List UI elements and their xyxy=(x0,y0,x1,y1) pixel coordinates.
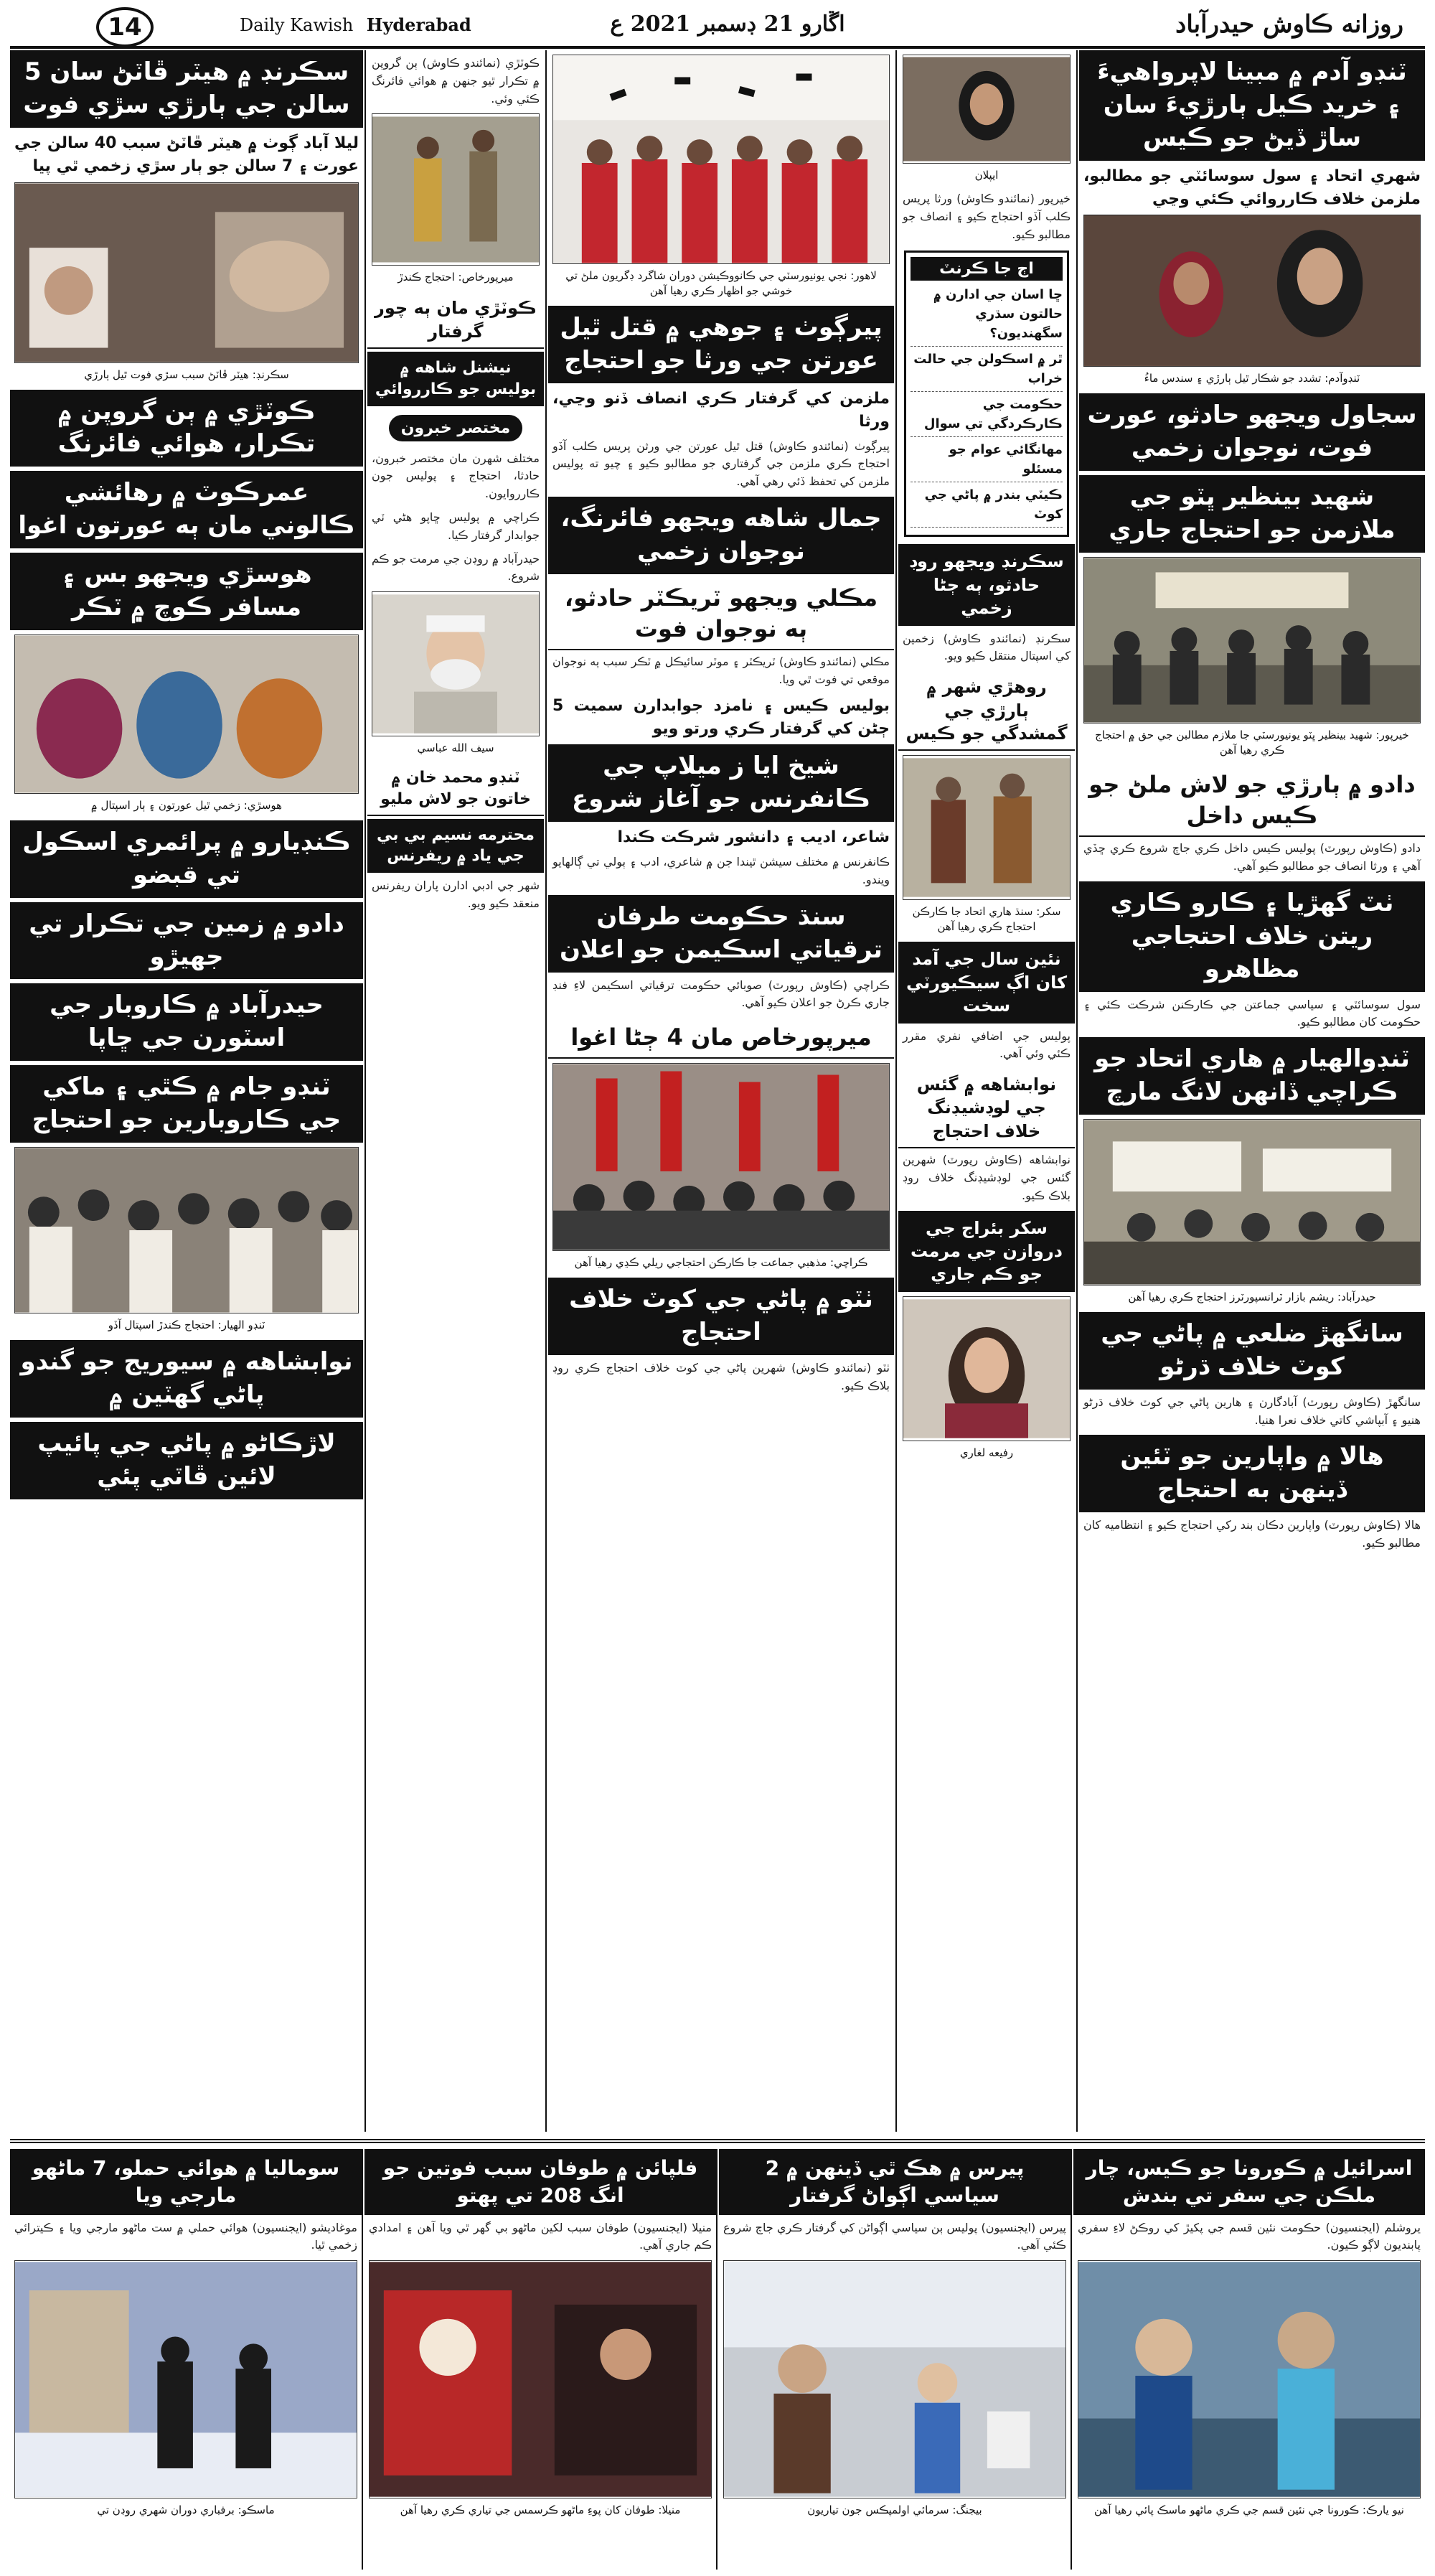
news-photo xyxy=(1083,215,1421,367)
photo-caption: ڪراچي: مذهبي جماعت جا ڪارڪن احتجاجي ريلي ڪڍي رهيا آهن xyxy=(574,1256,868,1270)
subheadline: بوليس ڪيس ۽ نامزد جوابدارن سميت 5 ڄڻن کي گرفتار ڪري ورتو ويو xyxy=(552,696,890,738)
headline: ٽنڊو جام ۾ ڪٿي ۽ ماکي جي ڪاروبارين جو احتجاج xyxy=(10,1065,363,1143)
news-photo xyxy=(552,55,890,264)
photo-burned-child xyxy=(15,183,358,362)
column-divider xyxy=(545,50,547,2132)
headline: محترمه نسيم بي بي جي ياد ۾ ريفرنس xyxy=(367,819,544,873)
photo-mother-child xyxy=(1084,215,1420,366)
headline: سانگهڙ ضلعي ۾ پاڻي جي کوٽ خلاف ڌرڻو xyxy=(1079,1312,1425,1390)
headline: هالا ۾ واپارين جو ٽئين ڏينهن به احتجاج xyxy=(1079,1435,1425,1512)
headline: نوابشاهه ۾ سيوريج جو گندو پاڻي گهٽين ۾ xyxy=(10,1340,363,1418)
column-right xyxy=(1079,50,1425,2132)
photo-mall-visitors xyxy=(724,2261,1065,2498)
article-body: منيلا (ايجنسيون) طوفان سبب لکين ماڻهو بي گهر ٿي ويا آهن ۽ امدادي ڪم جاري آهي. xyxy=(369,2220,712,2252)
news-photo xyxy=(552,1063,890,1251)
news-photo xyxy=(1083,557,1421,723)
opinion-box xyxy=(904,250,1069,537)
masthead xyxy=(10,4,1425,49)
column-center-left xyxy=(367,50,544,2132)
box-item: ڇا اسان جي ادارن ۾ حالتون سڌري سگهنديون؟ xyxy=(911,285,1063,347)
headline: سڪرنڊ ۾ هيٽر ڦاٽڻ سان 5 سالن جي ٻارڙي سڙي فوت xyxy=(10,50,363,128)
article-body: موغاديشو (ايجنسيون) هوائي حملي ۾ ست ماڻهو مارجي ويا ۽ ڪيترائي زخمي ٿيا. xyxy=(14,2220,357,2252)
subheadline: ليلا آباد ڳوٺ ۾ هيٽر ڦاٽڻ سبب 40 سالن جي عورت ۽ 7 سالن جو ٻار سڙي زخمي ٿي پيا xyxy=(14,134,359,175)
subheadline: ملزمن کي گرفتار ڪري انصاف ڏنو وڃي، ورثا xyxy=(552,389,890,431)
intl-story xyxy=(364,2149,716,2570)
headline: عمرڪوٽ ۾ رهائشي ڪالوني مان ٻه عورتون اغوا xyxy=(10,471,363,548)
article-body: پوليس جي اضافي نفري مقرر ڪئي وئي آهي. xyxy=(903,1029,1071,1061)
box-item: ڪيٽي بندر ۾ پاڻي جي کوٽ xyxy=(911,485,1063,528)
photo-street-scene xyxy=(372,114,539,265)
news-photo xyxy=(1083,1119,1421,1285)
headline: پيرس ۾ هڪ ٿي ڏينهن ۾ 2 سياسي اڳواڻ گرفتار xyxy=(719,2149,1071,2215)
article-body: دادو (ڪاوش رپورٽ) پوليس ڪيس داخل ڪري جاچ شروع ڪري ڇڏي آهي ۽ ورثا انصاف جو مطالبو ڪيو آهي. xyxy=(1083,841,1421,874)
column-center xyxy=(548,50,894,2132)
news-photo xyxy=(14,1147,359,1313)
news-photo xyxy=(14,634,359,794)
box-item: حڪومت جي ڪارڪردگي تي سوال xyxy=(911,395,1063,437)
issue-date: اڱارو 21 ڊسمبر 2021 ع xyxy=(610,11,845,37)
news-photo xyxy=(372,113,540,266)
news-photo xyxy=(369,2260,712,2498)
column-divider xyxy=(716,2149,718,2570)
headline: شهيد بينظير ڀٽو جي ملازمن جو احتجاج جاري xyxy=(1079,475,1425,553)
headline: حيدرآباد ۾ ڪاروبار جي اسٽورن جي ڇاپا xyxy=(10,983,363,1061)
news-photo xyxy=(1078,2260,1421,2498)
headline: ٺٽو ۾ پاڻي جي کوٽ خلاف احتجاج xyxy=(548,1278,894,1355)
headline: نيشنل شاهه ۾ بوليس جو ڪارروائي xyxy=(367,352,544,406)
box-item: مهانگائي عوام جو مسئلو xyxy=(911,440,1063,482)
box-item: ٿر ۾ اسڪولن جي حالت خراب xyxy=(911,350,1063,392)
column-left xyxy=(10,50,363,2132)
headline: سجاول ويجهو حادثو، عورت فوت، نوجوان زخمي xyxy=(1079,393,1425,471)
photo-caption: منيلا: طوفان کان پوءِ ماڻهو ڪرسمس جي تياري ڪري رهيا آهن xyxy=(400,2504,681,2517)
page-number: 14 xyxy=(96,7,154,47)
news-photo xyxy=(903,55,1071,164)
intl-story xyxy=(10,2149,362,2570)
article-body: سول سوسائٽي ۽ سياسي جماعتن جي ڪارڪنن شرڪت ڪئي ۽ حڪومت کان مطالبو ڪيو. xyxy=(1083,997,1421,1029)
photo-woman-portrait xyxy=(903,55,1070,163)
photo-woman-portrait xyxy=(903,1297,1070,1441)
photo-caption: نيو يارڪ: ڪورونا جي نئين قسم جي ڪري ماڻهو ماسڪ پائي رهيا آهن xyxy=(1094,2504,1404,2517)
headline: فلپائن ۾ طوفان سبب فوتين جو انگ 208 تي پهتو xyxy=(364,2149,716,2215)
headline: دادو ۾ ٻارڙي جو لاش ملڻ جو ڪيس داخل xyxy=(1079,765,1425,837)
article-body: حيدرآباد ۾ روڊن جي مرمت جو ڪم شروع. xyxy=(372,551,540,584)
news-photo xyxy=(903,755,1071,900)
headline: نئين سال جي آمد کان اڳ سيڪيورٽي سخت xyxy=(898,942,1075,1023)
headline: هوسڙي ويجهو بس ۽ مسافر ڪوچ ۾ ٽڪر xyxy=(10,553,363,630)
article-body: ڪراچي ۾ پوليس ڇاپو هڻي ٽي جوابدار گرفتار ڪيا. xyxy=(372,510,540,542)
article-body: ڪانفرنس ۾ مختلف سيشن ٿيندا جن ۾ شاعري، ادب ۽ ٻولي تي ڳالهايو ويندو. xyxy=(552,855,890,886)
headline: ڪنڊيارو ۾ پرائمري اسڪول تي قبضو xyxy=(10,820,363,898)
intl-story xyxy=(719,2149,1071,2570)
column-divider xyxy=(895,50,897,2132)
news-photo xyxy=(723,2260,1066,2498)
article-body: نوابشاهه (ڪاوش رپورٽ) شهرين گئس جي لوڊشيڊنگ خلاف روڊ بلاڪ ڪيو. xyxy=(903,1153,1071,1202)
article-body: هالا (ڪاوش رپورٽ) واپارين دڪان بند رکي احتجاج ڪيو ۽ انتظاميه کان مطالبو ڪيو. xyxy=(1083,1518,1421,1550)
photo-caption: هوسڙي: زخمي ٿيل عورتون ۽ ٻار اسپتال ۾ xyxy=(90,798,283,812)
article-body: مختلف شهرن مان مختصر خبرون، حادثا، احتجاج ۽ پوليس جون ڪارروايون. xyxy=(372,451,540,501)
news-photo xyxy=(14,182,359,363)
box-list xyxy=(911,285,1063,528)
photo-injured-women xyxy=(15,635,358,793)
headline: سڪرنڊ ويجهو روڊ حادثو، ٻه ڄڻا زخمي xyxy=(898,544,1075,625)
headline: نوابشاهه ۾ گئس جي لوڊشيڊنگ خلاف احتجاج xyxy=(898,1069,1075,1148)
headline: ميرپورخاص مان 4 ڄڻا اغوا xyxy=(548,1018,894,1059)
photo-protest-staff xyxy=(1084,558,1420,723)
photo-caption: ٽنڊو الهيار: احتجاج ڪندڙ اسپتال آڏو xyxy=(108,1319,265,1332)
photo-christmas-decor xyxy=(370,2261,711,2498)
headline: اسرائيل ۾ ڪورونا جو ڪيس، چار ملڪن جي سفر تي بندش xyxy=(1073,2149,1425,2215)
photo-caption: سکر: سنڌ هاري اتحاد جا ڪارڪن احتجاج ڪري رهيا آهن xyxy=(912,905,1061,934)
paper-name-en: Daily Kawish xyxy=(240,15,354,35)
photo-caption: حيدرآباد: ريشم بازار ٽرانسپورٽرز احتجاج ڪري رهيا آهن xyxy=(1128,1291,1376,1304)
article-body: مڪلي (نمائندو ڪاوش) ٽريڪٽر ۽ موٽر سائيڪل ۾ ٽڪر سبب ٻه نوجوان موقعي تي فوت ٿي ويا. xyxy=(552,655,890,686)
headline: شيخ ايا ز ميلاپ جي ڪانفرنس جو آغاز شروع xyxy=(548,744,894,822)
city-en: Hyderabad xyxy=(366,14,471,35)
photo-caption: ايپلان xyxy=(974,169,999,182)
headline: ٽنڊو محمد خان ۾ خاتون جو لاش مليو xyxy=(367,763,544,815)
article-body: پيرڳوٺ (نمائندو ڪاوش) قتل ٿيل عورتن جي ورثن پريس ڪلب آڏو احتجاج ڪري ملزمن جي گرفتاري جو مطالبو ڪيو ۽ چيو ته پوليس ملزمن کي تحفظ ڏئي رهي آهي. xyxy=(552,439,890,489)
headline: ٽنڊوالهيار ۾ هاري اتحاد جو ڪراچي ڏانهن لانگ مارچ xyxy=(1079,1037,1425,1115)
article-body: خيرپور (نمائندو ڪاوش) ورثا پريس ڪلب آڏو احتجاج ڪيو ۽ انصاف جو مطالبو ڪيو. xyxy=(903,192,1071,241)
news-photo xyxy=(372,591,540,736)
photo-caption: لاهور: نجي يونيورسٽي جي ڪانووڪيشن دوران شاگرد ڊگريون ملڻ تي خوشي جو اظهار ڪري رهيا آهن xyxy=(565,269,877,297)
article-body: سانگهڙ (ڪاوش رپورٽ) آبادگارن ۽ هارين پاڻي جي کوٽ خلاف ڌرڻو هنيو ۽ آبپاشي کاتي خلاف نعرا هنيا. xyxy=(1083,1395,1421,1427)
photo-activists xyxy=(903,756,1070,899)
box-title: اڄ جا ڪرنٽ xyxy=(911,257,1063,281)
headline: جمال شاهه ويجهو فائرنگ، نوجوان زخمي xyxy=(548,497,894,574)
article-body: ڪراچي (ڪاوش رپورٽ) صوبائي حڪومت ترقياتي اسڪيمن لاءِ فنڊ جاري ڪرڻ جو اعلان ڪيو آهي. xyxy=(552,978,890,1010)
news-photo xyxy=(903,1296,1071,1441)
column-divider xyxy=(362,2149,363,2570)
photo-masked-people xyxy=(1078,2261,1420,2498)
headline: سنڌ حڪومت طرفان ترقياتي اسڪيمن جو اعلان xyxy=(548,895,894,973)
paper-name-english xyxy=(240,11,471,37)
subheadline: شهري اتحاد ۽ سول سوسائٽي جو مطالبو، ملزمن خلاف ڪارروائي ڪئي وڃي xyxy=(1083,167,1421,208)
photo-elderly-man-portrait xyxy=(372,592,539,736)
photo-caption: خيرپور: شهيد بينظير ڀٽو يونيورسٽي جا ملازم مطالبن جي حق ۾ احتجاج ڪري رهيا آهن xyxy=(1095,729,1409,757)
headline: ٽنڊو آدم ۾ مبينا لاپرواهيءَ ۽ خريد ڪيل ٻارڙيءَ سان ساڙ ڏيڻ جو ڪيس xyxy=(1079,50,1425,161)
subheadline: شاعر، اديب ۽ دانشور شرڪت ڪندا xyxy=(617,828,890,847)
photo-snowy-street xyxy=(15,2261,357,2498)
headline: روهڙي شهر ۾ ٻارڙي جي گمشدگي جو ڪيس xyxy=(898,671,1075,751)
intl-story xyxy=(1073,2149,1425,2570)
photo-caption: سڪرنڊ: هيٽر ڦاٽڻ سبب سڙي فوت ٿيل ٻارڙي xyxy=(84,367,289,381)
headline: سوماليا ۾ هوائي حملو، 7 ماڻهو مارجي ويا xyxy=(10,2149,362,2215)
article-body: يروشلم (ايجنسيون) حڪومت نئين قسم جي پکيڙ کي روڪڻ لاءِ سفري پابنديون لاڳو ڪيون. xyxy=(1078,2220,1421,2252)
column-divider xyxy=(364,50,366,2132)
photo-caption: بيجنگ: سرمائي اولمپڪس جون تياريون xyxy=(807,2504,982,2517)
article-body: سڪرنڊ (نمائندو ڪاوش) زخمين کي اسپتال منتقل ڪيو ويو. xyxy=(903,631,1071,663)
headline: لاڙڪاڻو ۾ پاڻي جي پائيپ لائين ڦاٽي پئي xyxy=(10,1422,363,1499)
photo-caption: رفيعه لغاري xyxy=(959,1446,1014,1459)
headline: پيرڳوٺ ۽ جوهي ۾ قتل ٿيل عورتن جي ورثا جو احتجاج xyxy=(548,306,894,383)
headline: دادو ۾ زمين جي تڪرار تي جهيڙو xyxy=(10,902,363,980)
news-photo xyxy=(14,2260,357,2498)
photo-religious-rally xyxy=(553,1064,889,1250)
article-body: ٺٽو (نمائندو ڪاوش) شهرين پاڻي جي کوٽ خلاف احتجاج ڪري روڊ بلاڪ ڪيو. xyxy=(552,1361,890,1392)
photo-graduation-ceremony xyxy=(553,55,889,263)
headline: مڪلي ويجهو ٽريڪٽر حادثو، ٻه نوجوان فوت xyxy=(548,579,894,650)
column-divider xyxy=(1076,50,1078,2132)
article-body: ڪوٽڙي (نمائندو ڪاوش) ٻن گروپن ۾ تڪرار ٿيو جنهن ۾ هوائي فائرنگ ڪئي وئي. xyxy=(372,56,540,106)
article-body: شهر جي ادبي ادارن پاران ريفرنس منعقد ڪيو ويو. xyxy=(372,878,540,910)
photo-caption: ميرپورخاص: احتجاج ڪندڙ xyxy=(397,271,514,284)
photo-caption: ٽنڊوآدم: تشدد جو شڪار ٿيل ٻارڙي ۽ سندس ماءُ xyxy=(1144,372,1360,385)
photo-caption: سيف الله عباسي xyxy=(417,741,494,755)
photo-caption: ماسڪو: برفباري دوران شهري روڊن تي xyxy=(97,2504,275,2517)
paper-name-sindhi: روزانه ڪاوش حيدرآباد xyxy=(1175,10,1403,39)
column-divider xyxy=(1071,2149,1072,2570)
international-news-strip xyxy=(10,2139,1425,2574)
headline: ڪوٽڙي ۾ ٻن گروپن ۾ تڪرار، هوائي فائرنگ xyxy=(10,390,363,467)
headline: ڪوٽڙي مان ٻه چور گرفتار xyxy=(367,292,544,349)
photo-transporters-protest xyxy=(1084,1120,1420,1285)
photo-crowd-protest xyxy=(15,1148,358,1313)
section-banner: مختصر خبرون xyxy=(389,415,522,441)
headline: ٺٽ گهڙيا ۽ ڪارو ڪاري ريتن خلاف احتجاجي مظاهرو xyxy=(1079,881,1425,992)
headline: سکر بئراج جي دروازن جي مرمت جو ڪم جاري xyxy=(898,1211,1075,1292)
article-body: پيرس (ايجنسيون) پوليس ٻن سياسي اڳواڻن کي گرفتار ڪري جاچ شروع ڪئي آهي. xyxy=(723,2220,1066,2252)
column-center-right xyxy=(898,50,1075,2132)
